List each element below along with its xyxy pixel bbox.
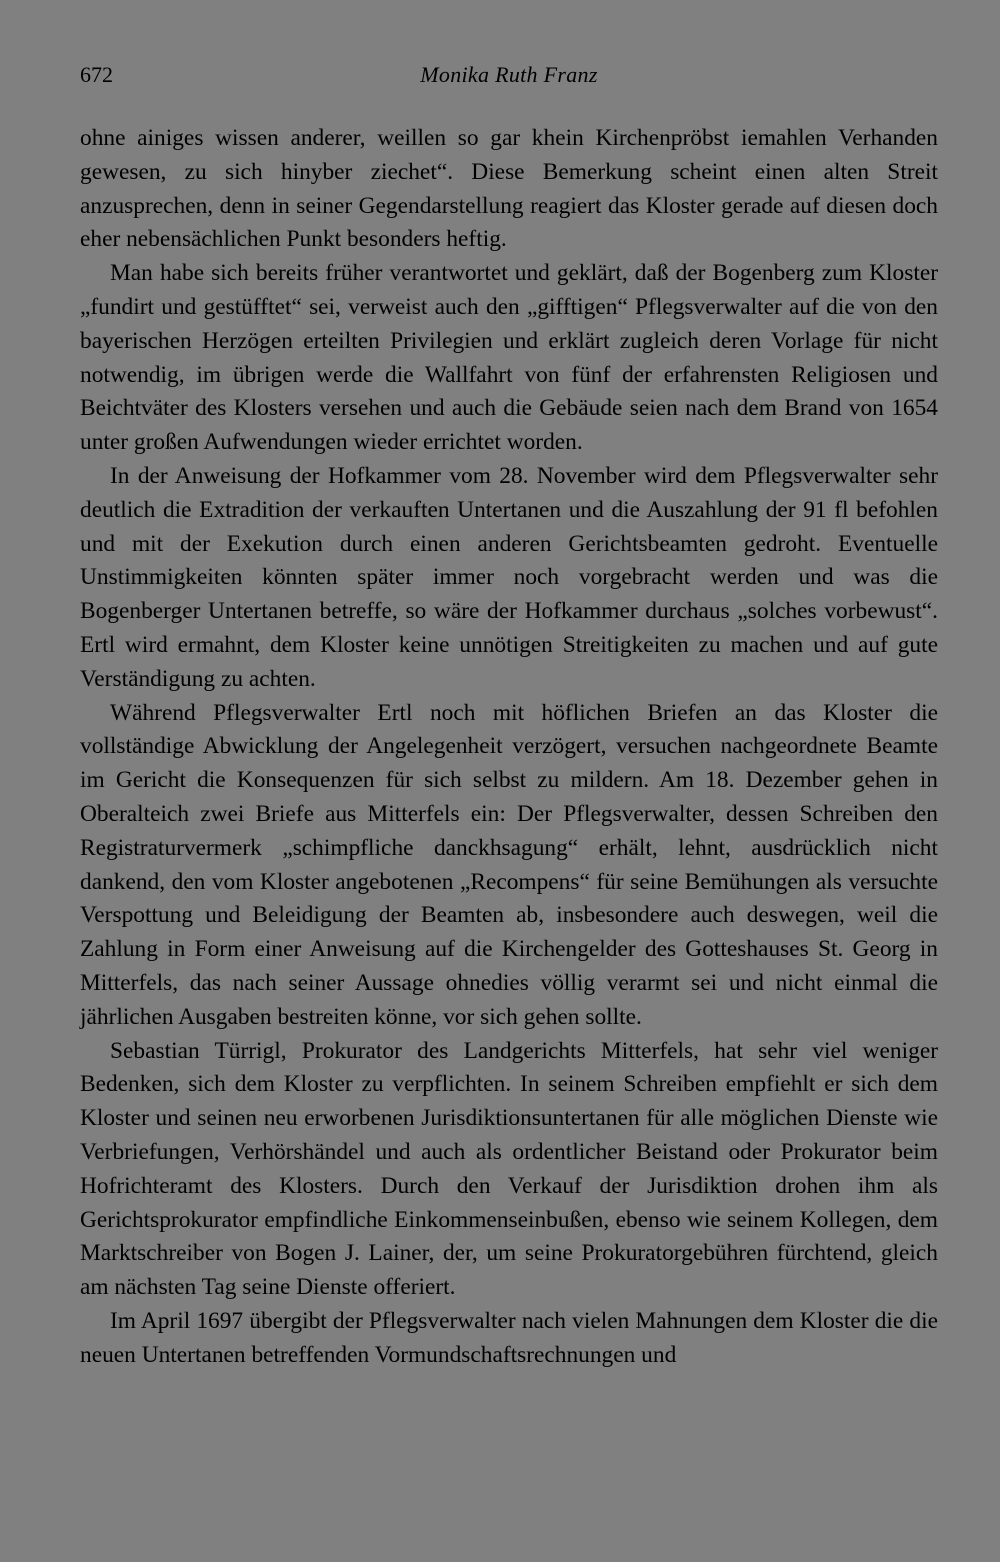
paragraph: In der Anweisung der Hofkammer vom 28. November wird dem Pflegsverwalter sehr deutlich die Extradition der verkauften Untertanen und die Auszahlung der 91 fl befohlen und mit der Exekution durch einen anderen Gerichtsbeamten gedroht. Eventuelle Unstimmigkeiten könnten später immer noch vorgebracht werden und was die Bogenberger Untertanen betreffe, so wäre der Hofkammer durchaus „solches vorbewust“. Ertl wird ermahnt, dem Kloster keine unnötigen Streitigkeiten zu machen und auf gute Verständigung zu achten. [80, 462, 938, 692]
paragraph: ohne ainiges wissen anderer, weillen so gar khein Kirchenpröbst iemahlen Verhanden gewesen, zu sich hinyber ziechet“. Diese Bemerkung scheint einen alten Streit anzusprechen, denn in seiner Gegendarstellung reagiert das Kloster gerade auf diesen doch eher nebensächlichen Punkt besonders heftig. [80, 125, 938, 253]
running-head [80, 62, 938, 92]
paragraph: Sebastian Türrigl, Prokurator des Landgerichts Mitterfels, hat sehr viel weniger Bedenken, sich dem Kloster zu verpflichten. In seinem Schreiben empfiehlt er sich dem Kloster und seinen neu erworbenen Jurisdiktionsuntertanen für alle möglichen Dienste wie Verbriefungen, Verhörshändel und auch als ordentlicher Beistand oder Prokurator beim Hofrichteramt des Klosters. Durch den Verkauf der Jurisdiktion drohen ihm als Gerichtsprokurator empfindliche Einkommenseinbußen, ebenso wie seinem Kollegen, dem Marktschreiber von Bogen J. Lainer, der, um seine Prokuratorgebühren fürchtend, gleich am nächsten Tag seine Dienste offeriert. [80, 1037, 938, 1301]
paragraph: Während Pflegsverwalter Ertl noch mit höflichen Briefen an das Kloster die vollständige Abwicklung der Angelegenheit verzögert, versuchen nachgeordnete Beamte im Gericht die Konsequenzen für sich selbst zu mildern. Am 18. Dezember gehen in Oberalteich zwei Briefe aus Mitterfels ein: Der Pflegsverwalter, dessen Schreiben den Registraturvermerk „schimpfliche danckhsagung“ erhält, lehnt, ausdrücklich nicht dankend, den vom Kloster angebotenen „Recompens“ für seine Bemühungen als versuchte Verspottung und Beleidigung der Beamten ab, insbesondere auch deswegen, weil die Zahlung in Form einer Anweisung auf die Kirchengelder des Gotteshauses St. Georg in Mitterfels, das nach seiner Aussage ohnedies völlig verarmt sei und nicht einmal die jährlichen Ausgaben bestreiten könne, vor sich gehen sollte. [80, 699, 938, 1030]
paragraph: Man habe sich bereits früher verantwortet und geklärt, daß der Bogenberg zum Kloster „fundirt und gestüfftet“ sei, verweist auch den „gifftigen“ Pflegsverwalter auf die von den bayerischen Herzögen erteilten Privilegien und erklärt zugleich deren Vorlage für nicht notwendig, im übrigen werde die Wallfahrt von fünf der erfahrensten Religiosen und Beichtväter des Klosters versehen und auch die Gebäude seien nach dem Brand von 1654 unter großen Aufwendungen wieder errichtet worden. [80, 260, 938, 456]
author-running-title: Monika Ruth Franz [420, 62, 598, 87]
paragraph: Im April 1697 übergibt der Pflegsverwalter nach vielen Mahnungen dem Kloster die die neuen Untertanen betreffenden Vormundschaftsrechnungen und [80, 1307, 938, 1368]
page-number: 672 [80, 62, 113, 87]
body-text [80, 122, 938, 1372]
